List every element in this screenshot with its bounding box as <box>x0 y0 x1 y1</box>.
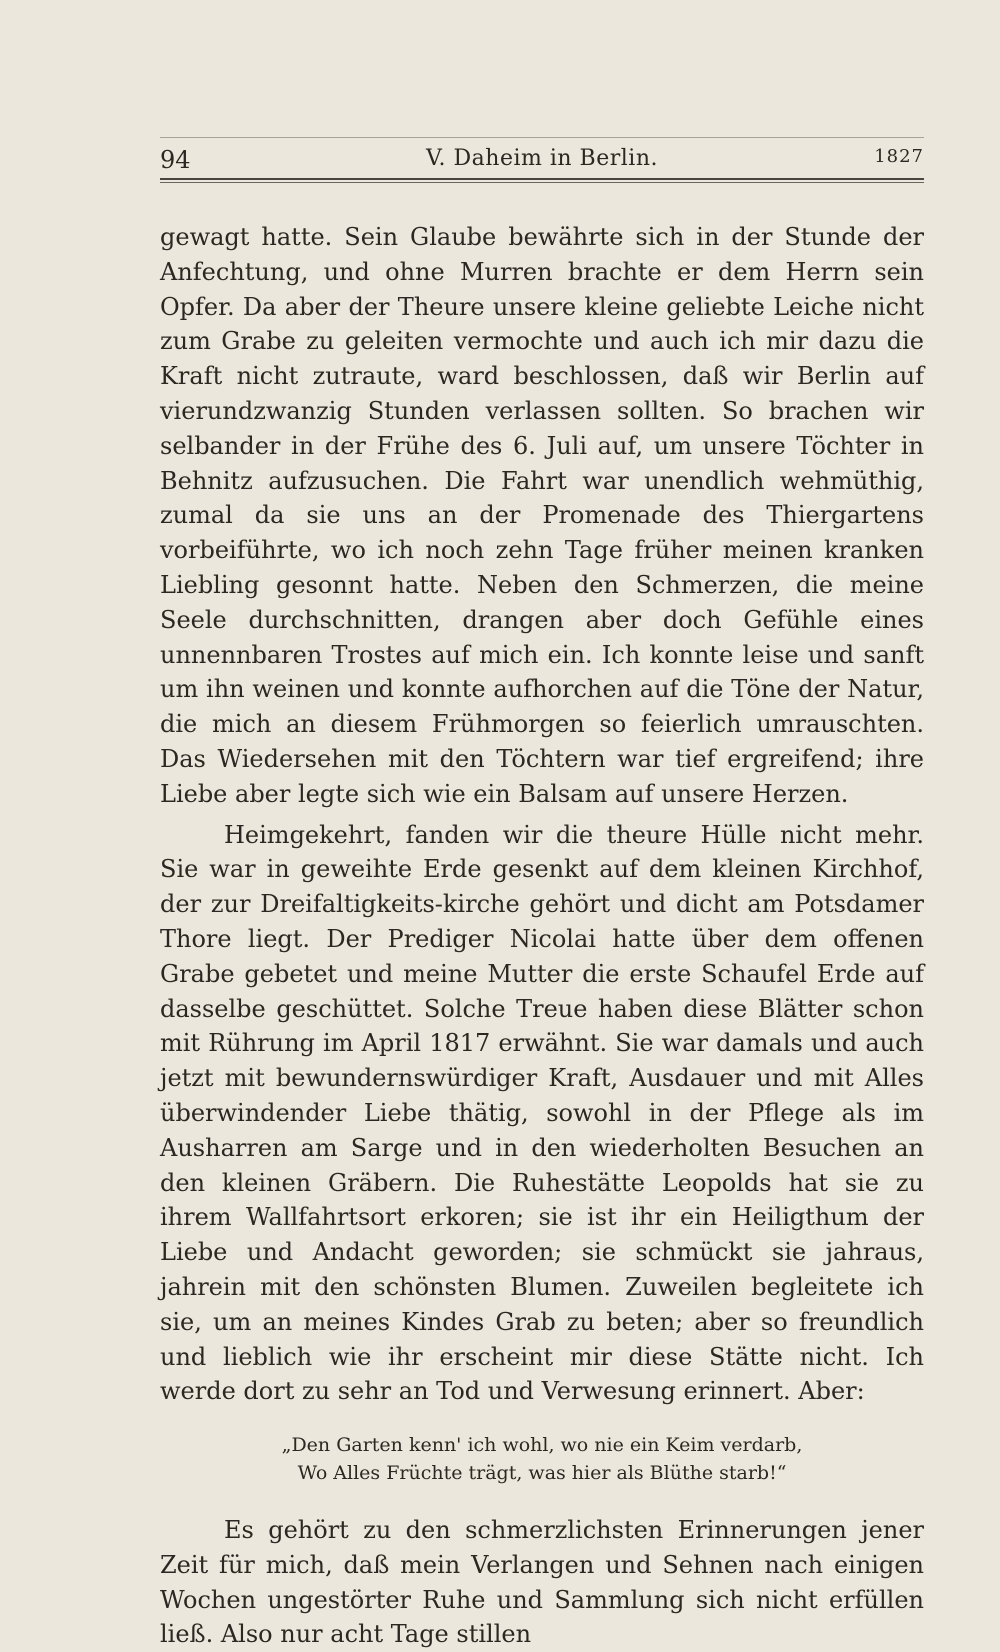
top-rule <box>160 137 924 138</box>
verse-line: „Den Garten kenn' ich wohl, wo nie ein Keim verdarb, <box>281 1434 803 1457</box>
header-rule <box>160 178 924 183</box>
running-title: V. Daheim in Berlin. <box>426 146 658 171</box>
paragraph: gewagt hatte. Sein Glaube bewährte sich in der Stunde der Anfechtung, und ohne Murren brachte er dem Herrn sein Opfer. Da aber der Theure unsere kleine geliebte Leiche nicht zum Grabe zu geleiten vermochte und auch ich mir dazu die Kraft nicht zutraute, ward beschlossen, daß wir Berlin auf vierundzwanzig Stunden verlassen sollten. So brachen wir selbander in der Frühe des 6. Juli auf, um unsere Töchter in Behnitz aufzusuchen. Die Fahrt war unendlich wehmüthig, zumal da sie uns an der Promenade des Thiergartens vorbeiführte, wo ich noch zehn Tage früher meinen kranken Liebling gesonnt hatte. Neben den Schmerzen, die meine Seele durchschnitten, drangen aber doch Gefühle eines unnennbaren Trostes auf mich ein. Ich konnte leise und sanft um ihn weinen und konnte aufhorchen auf die Töne der Natur, die mich an diesem Frühmorgen so feierlich umrauschten. Das Wiedersehen mit den Töchtern war tief ergreifend; ihre Liebe aber legte sich wie ein Balsam auf unsere Herzen. <box>160 223 924 808</box>
header-year: 1827 <box>874 146 924 167</box>
verse-line: Wo Alles Früchte trägt, was hier als Blüthe starb!“ <box>297 1462 787 1485</box>
page-body <box>160 220 924 1652</box>
paragraph: Heimgekehrt, fanden wir die theure Hülle nicht mehr. Sie war in geweihte Erde gesenkt auf dem kleinen Kirchhof, der zur Dreifaltigkeits-kirche gehört und dicht am Potsdamer Thore liegt. Der Prediger Nicolai hatte über dem offenen Grabe gebetet und meine Mutter die erste Schaufel Erde auf dasselbe geschüttet. Solche Treue haben diese Blätter schon mit Rührung im April 1817 erwähnt. Sie war damals und auch jetzt mit bewundernswürdiger Kraft, Ausdauer und mit Alles überwindender Liebe thätig, sowohl in der Pflege als im Ausharren am Sarge und in den wiederholten Besuchen an den kleinen Gräbern. Die Ruhestätte Leopolds hat sie zu ihrem Wallfahrtsort erkoren; sie ist ihr ein Heiligthum der Liebe und Andacht geworden; sie schmückt sie jahraus, jahrein mit den schönsten Blumen. Zuweilen begleitete ich sie, um an meines Kindes Grab zu beten; aber so freundlich und lieblich wie ihr erscheint mir diese Stätte nicht. Ich werde dort zu sehr an Tod und Verwesung erinnert. Aber: <box>160 820 924 1406</box>
page-number: 94 <box>160 146 191 174</box>
verse-quote <box>160 1431 924 1487</box>
running-header <box>160 146 924 180</box>
paragraph: Es gehört zu den schmerzlichsten Erinnerungen jener Zeit für mich, daß mein Verlangen und Sehnen nach einigen Wochen ungestörter Ruhe und Sammlung sich nicht erfüllen ließ. Also nur acht Tage stillen <box>160 1516 924 1649</box>
